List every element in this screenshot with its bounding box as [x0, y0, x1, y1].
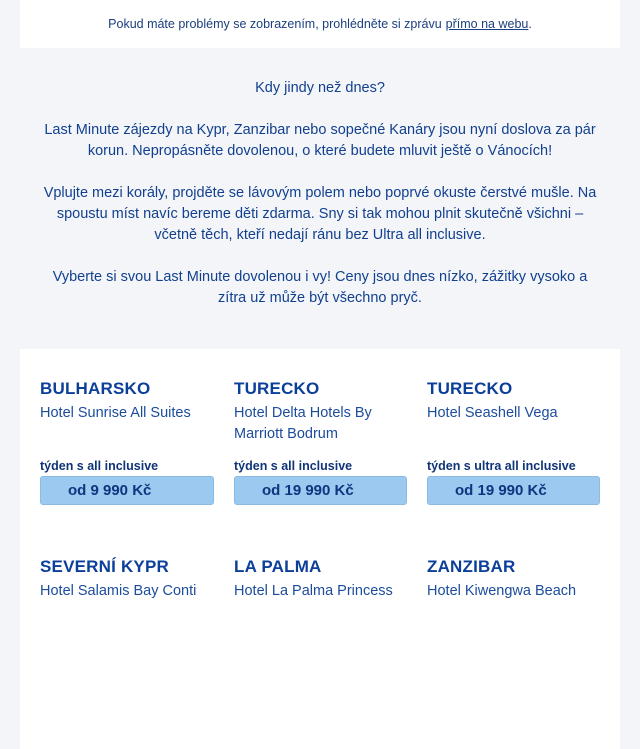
- offer-hotel[interactable]: Hotel Sunrise All Suites: [40, 405, 191, 421]
- offer-card-bulharsko[interactable]: [40, 379, 214, 527]
- offer-country[interactable]: TURECKO: [427, 379, 513, 398]
- email-container: [20, 0, 620, 749]
- view-online-notice: Pokud máte problémy se zobrazením, prohlédněte si zprávu: [108, 17, 442, 31]
- offer-card-turecko-vega[interactable]: [427, 379, 600, 527]
- offer-description: týden s all inclusive: [40, 459, 159, 473]
- offer-card-turecko-bodrum[interactable]: [234, 379, 407, 527]
- intro-section: [20, 48, 620, 333]
- offer-price-button[interactable]: od 19 990 Kč: [427, 476, 600, 505]
- offer-hotel[interactable]: Hotel La Palma Princess: [234, 583, 393, 599]
- offer-hotel[interactable]: Hotel Seashell Vega: [427, 405, 558, 421]
- intro-paragraph-1: Last Minute zájezdy na Kypr, Zanzibar nebo sopečné Kanáry jsou nyní doslova za pár korun. Nepropásněte dovolenou, o které budete mluvit ještě o Vánocích!: [44, 122, 596, 159]
- offer-card-severni-kypr[interactable]: [40, 557, 214, 705]
- offer-country[interactable]: SEVERNÍ KYPR: [40, 557, 169, 576]
- intro-paragraph-2: Vplujte mezi korály, projděte se lávovým polem nebo poprvé okuste čerstvé mušle. Na spoustu míst navíc bereme děti zdarma. Sny si tak mohou plnit skutečně všichni – včetně těch, kteří nedají ránu bez Ultra all inclusive.: [43, 185, 597, 243]
- notice-period: .: [528, 17, 532, 31]
- offer-description: týden s all inclusive: [234, 459, 353, 473]
- offer-card-la-palma[interactable]: [234, 557, 407, 705]
- offers-grid: [20, 349, 620, 749]
- offer-description: týden s ultra all inclusive: [427, 459, 576, 473]
- offer-hotel[interactable]: Hotel Delta Hotels By Marriott Bodrum: [234, 405, 372, 442]
- view-online-link[interactable]: přímo na webu: [445, 17, 529, 31]
- offer-country[interactable]: TURECKO: [234, 379, 320, 398]
- offer-country[interactable]: BULHARSKO: [40, 379, 151, 398]
- intro-paragraph-3: Vyberte si svou Last Minute dovolenou i vy! Ceny jsou dnes nízko, zážitky vysoko a zítra už může být všechno pryč.: [52, 269, 588, 306]
- offer-price-button[interactable]: od 19 990 Kč: [234, 476, 407, 505]
- offer-card-zanzibar[interactable]: [427, 557, 600, 705]
- offer-hotel[interactable]: Hotel Kiwengwa Beach: [427, 583, 577, 599]
- offer-country[interactable]: ZANZIBAR: [427, 557, 516, 576]
- view-online-bar: [20, 0, 620, 48]
- offer-price-button[interactable]: od 9 990 Kč: [40, 476, 214, 505]
- offer-country[interactable]: LA PALMA: [234, 557, 322, 576]
- offer-hotel[interactable]: Hotel Salamis Bay Conti: [40, 583, 197, 599]
- intro-headline: Kdy jindy než dnes?: [255, 80, 385, 96]
